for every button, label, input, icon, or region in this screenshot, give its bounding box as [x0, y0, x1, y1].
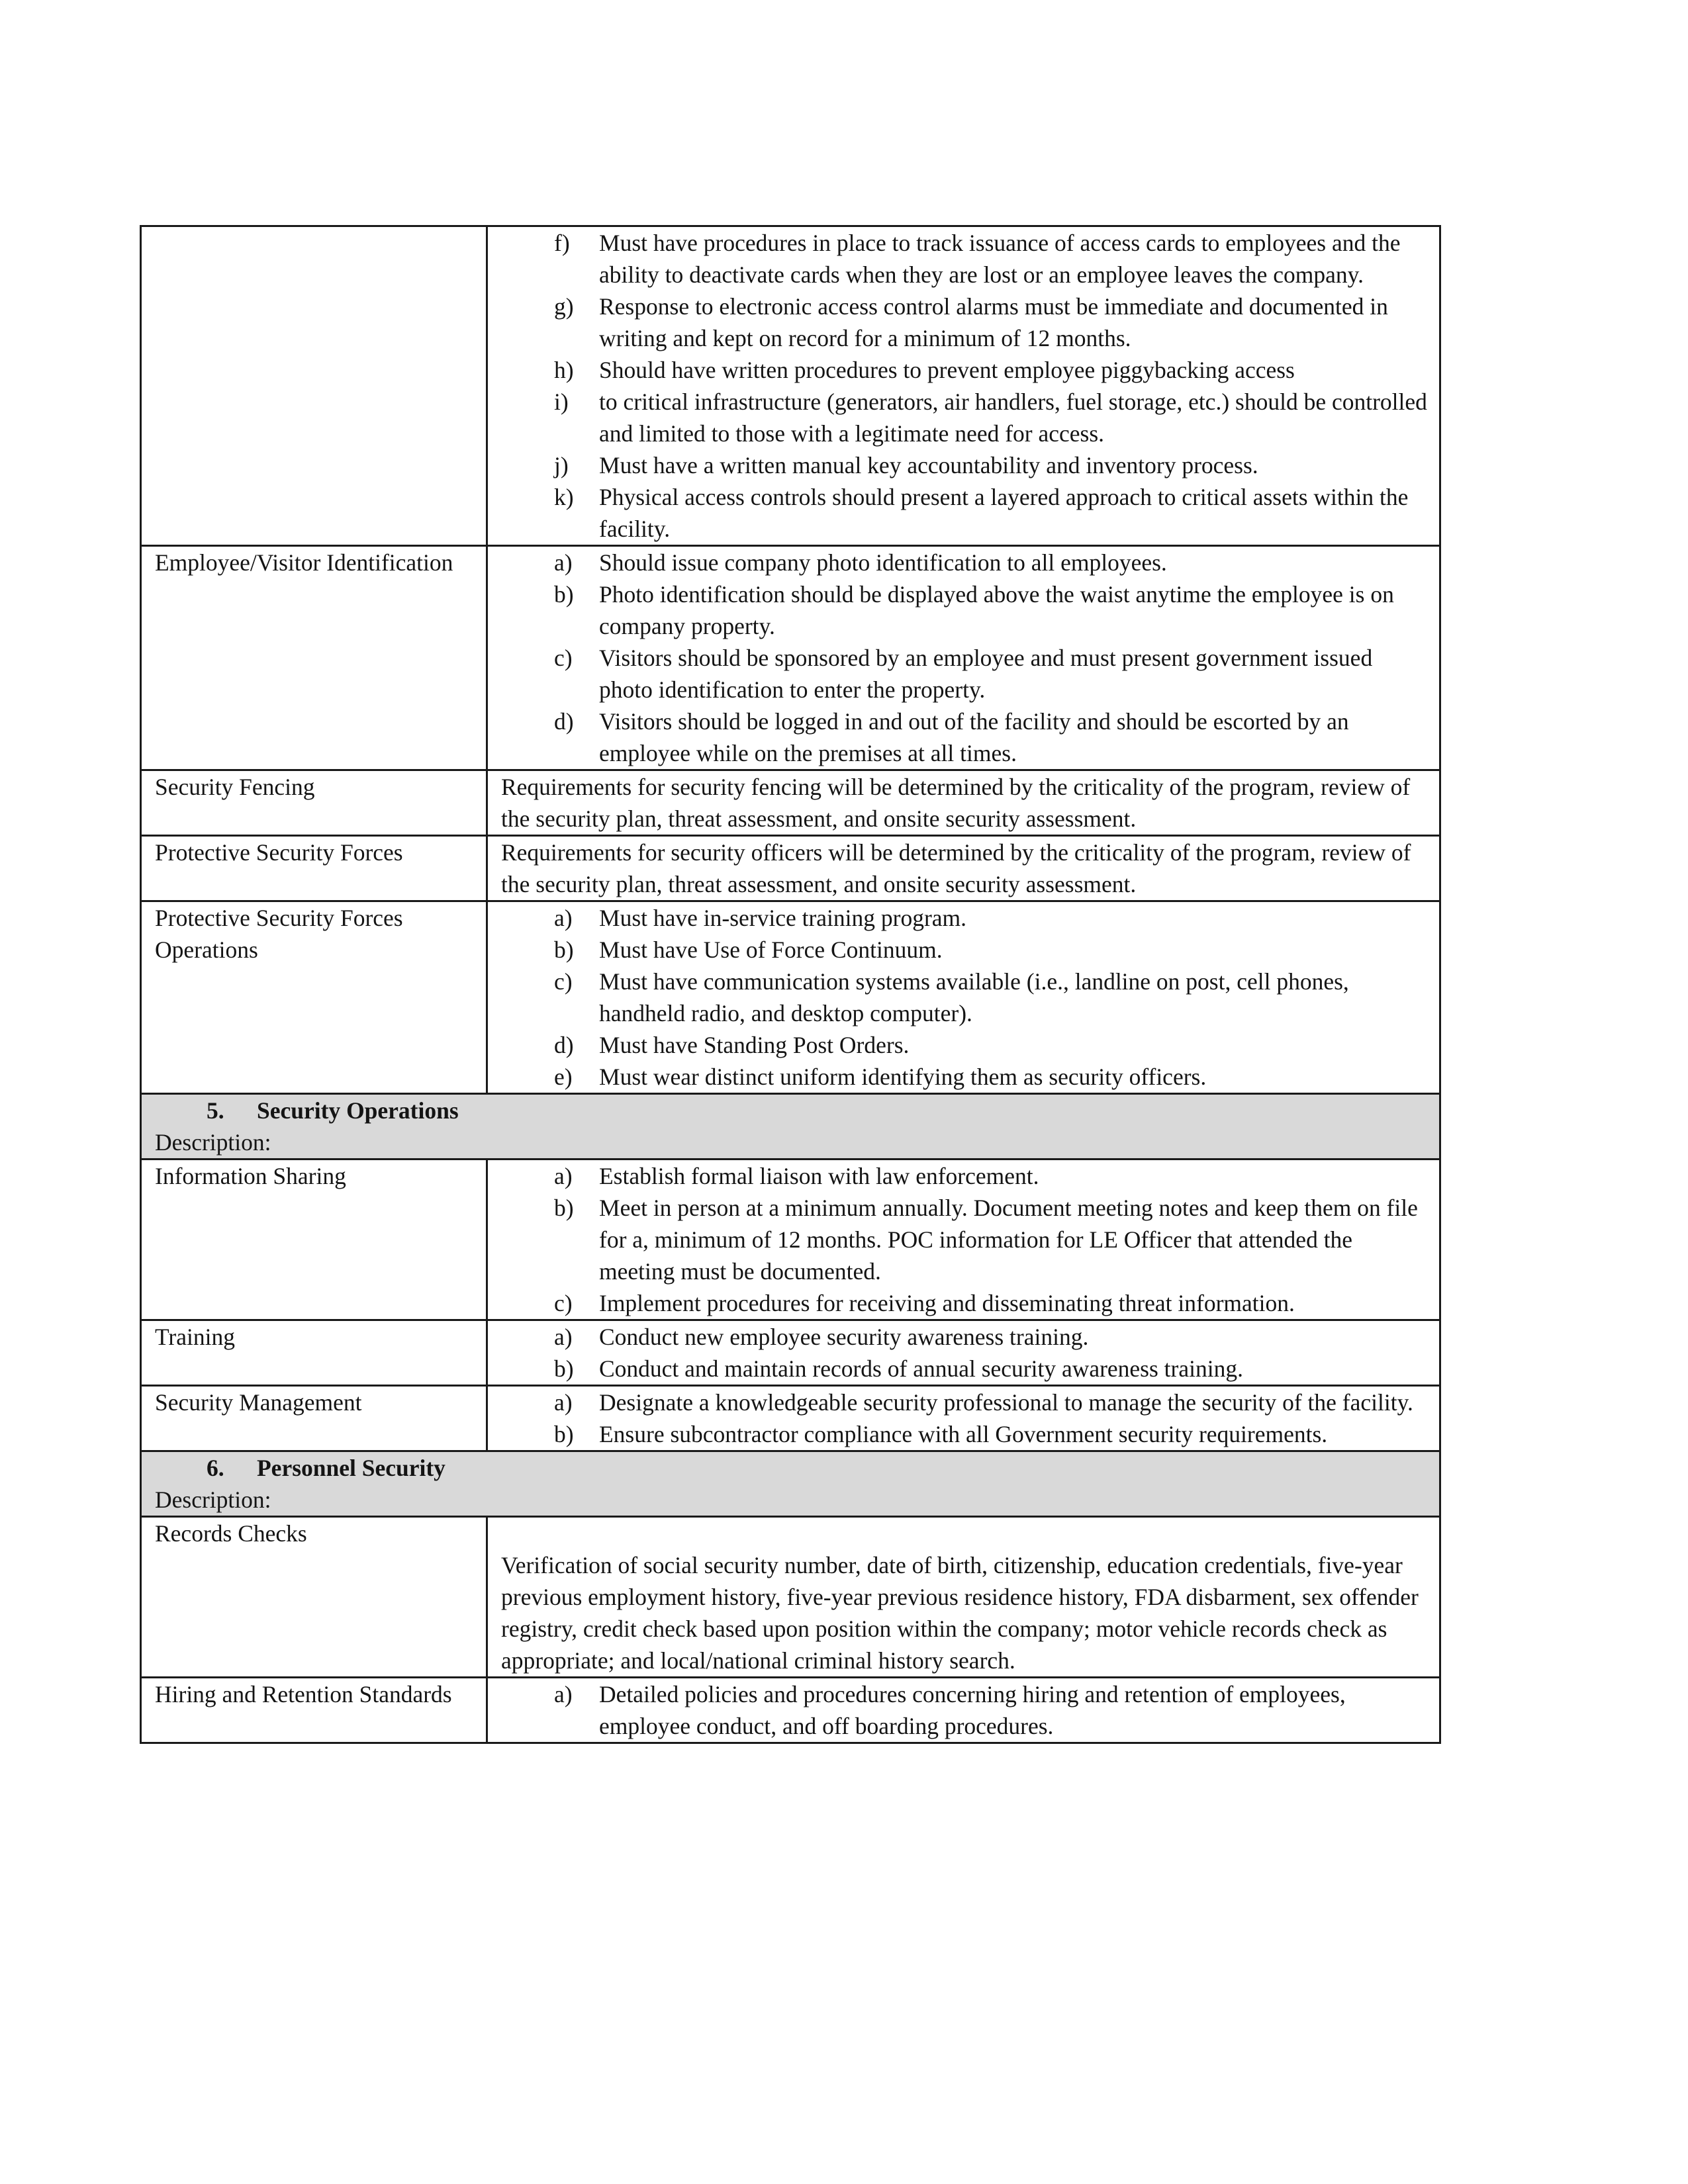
list-item	[501, 1321, 1427, 1353]
list-item-marker: a)	[554, 1324, 573, 1350]
table-row-information-sharing	[141, 1160, 1440, 1320]
row-label: Security Management	[141, 1386, 487, 1451]
list-item-marker: a)	[554, 1389, 573, 1416]
row-label: Employee/Visitor Identification	[141, 546, 487, 770]
row-label-cell	[141, 226, 487, 546]
list-item-marker: b)	[554, 1355, 574, 1382]
list-item-marker: i)	[554, 388, 569, 415]
list-item-text: Should have written procedures to prevent employee piggybacking access	[599, 357, 1295, 383]
row-content-cell	[487, 770, 1440, 836]
list-item-text: Detailed policies and procedures concerning hiring and retention of employees, employee conduct, and off boarding procedures.	[599, 1681, 1346, 1739]
list-item	[501, 449, 1427, 481]
row-label: Hiring and Retention Standards	[141, 1678, 487, 1743]
list-item-text: Physical access controls should present a layered approach to critical assets within the facility.	[599, 484, 1409, 542]
row-content-cell	[487, 546, 1440, 770]
list-item-marker: a)	[554, 1681, 573, 1707]
row-content-cell	[487, 901, 1440, 1094]
list-item-text: Must have Use of Force Continuum.	[599, 936, 943, 963]
row-label: Protective Security Forces	[141, 836, 487, 901]
requirements-table	[140, 225, 1441, 1744]
list-item	[501, 1160, 1427, 1192]
section-header	[141, 1451, 1440, 1517]
requirements-list	[501, 1387, 1427, 1450]
list-item	[501, 227, 1427, 291]
requirements-list	[501, 227, 1427, 545]
list-item-marker: g)	[554, 293, 574, 320]
requirements-list	[501, 547, 1427, 769]
list-item-marker: d)	[554, 708, 574, 735]
section-header-row	[141, 1094, 1440, 1160]
requirements-list	[501, 902, 1427, 1093]
list-item-text: Must wear distinct uniform identifying them as security officers.	[599, 1064, 1207, 1090]
table-row-access-controls	[141, 226, 1440, 546]
requirement-paragraph: Requirements for security fencing will be determined by the criticality of the program, review of the security plan, threat assessment, and onsite security assessment.	[501, 774, 1411, 832]
row-label: Protective Security Forces Operations	[141, 901, 487, 1094]
list-item	[501, 642, 1427, 705]
list-item	[501, 1387, 1427, 1418]
section-title	[155, 1452, 1427, 1484]
list-item-text: Establish formal liaison with law enforcement.	[599, 1163, 1039, 1189]
list-item-text: Conduct new employee security awareness training.	[599, 1324, 1089, 1350]
row-label: Security Fencing	[141, 770, 487, 836]
section-number: 5.	[207, 1097, 224, 1124]
list-item	[501, 1678, 1427, 1742]
list-item-text: Should issue company photo identification to all employees.	[599, 549, 1167, 576]
list-item-text: Meet in person at a minimum annually. Document meeting notes and keep them on file for a, minimum of 12 months. POC information for LE Officer that attended the meeting must be documented.	[599, 1195, 1418, 1285]
section-header-row	[141, 1451, 1440, 1517]
list-item-text: Must have in-service training program.	[599, 905, 967, 931]
row-content-cell	[487, 1386, 1440, 1451]
list-item-text: Conduct and maintain records of annual security awareness training.	[599, 1355, 1243, 1382]
row-content-cell	[487, 836, 1440, 901]
list-item-text: Visitors should be logged in and out of the facility and should be escorted by an employee while on the premises at all times.	[599, 708, 1349, 766]
list-item-marker: a)	[554, 905, 573, 931]
row-content-cell	[487, 1678, 1440, 1743]
row-content-cell	[487, 226, 1440, 546]
section-number: 6.	[207, 1455, 224, 1481]
list-item	[501, 578, 1427, 642]
list-item-marker: e)	[554, 1064, 573, 1090]
requirement-paragraph: Verification of social security number, date of birth, citizenship, education credentials, five-year previous employment history, five-year previous residence history, FDA disbarment, sex offender registry, credit check based upon position within the company; motor vehicle records check as appropriate; and local/national criminal history search.	[501, 1552, 1419, 1674]
row-label: Records Checks	[141, 1517, 487, 1678]
list-item-marker: c)	[554, 968, 573, 995]
table-row-security-fencing	[141, 770, 1440, 836]
list-item-marker: h)	[554, 357, 574, 383]
requirement-paragraph: Requirements for security officers will be determined by the criticality of the program, review of the security plan, threat assessment, and onsite security assessment.	[501, 839, 1411, 897]
list-item	[501, 966, 1427, 1029]
row-content-cell	[487, 1517, 1440, 1678]
row-label: Training	[141, 1320, 487, 1386]
list-item	[501, 1029, 1427, 1061]
list-item-text: Visitors should be sponsored by an employee and must present government issued photo identification to enter the property.	[599, 645, 1373, 703]
table-row-forces-operations	[141, 901, 1440, 1094]
list-item-marker: a)	[554, 549, 573, 576]
list-item	[501, 386, 1427, 449]
list-item-marker: b)	[554, 936, 574, 963]
list-item	[501, 291, 1427, 354]
table-row-training	[141, 1320, 1440, 1386]
list-item	[501, 1353, 1427, 1385]
list-item-marker: a)	[554, 1163, 573, 1189]
section-title-text: Personnel Security	[257, 1455, 445, 1481]
list-item-text: Response to electronic access control alarms must be immediate and documented in writing and kept on record for a minimum of 12 months.	[599, 293, 1388, 351]
requirements-list	[501, 1160, 1427, 1319]
list-item-marker: b)	[554, 581, 574, 608]
list-item-text: to critical infrastructure (generators, air handlers, fuel storage, etc.) should be controlled and limited to those with a legitimate need for access.	[599, 388, 1427, 447]
list-item-marker: b)	[554, 1195, 574, 1221]
list-item	[501, 547, 1427, 578]
table-row-hiring-retention	[141, 1678, 1440, 1743]
list-item-marker: f)	[554, 230, 570, 256]
list-item	[501, 481, 1427, 545]
list-item-text: Photo identification should be displayed above the waist anytime the employee is on company property.	[599, 581, 1394, 639]
table-row-security-management	[141, 1386, 1440, 1451]
list-item-text: Must have Standing Post Orders.	[599, 1032, 910, 1058]
row-content-cell	[487, 1320, 1440, 1386]
section-title-text: Security Operations	[257, 1097, 459, 1124]
list-item	[501, 1192, 1427, 1287]
list-item-marker: j)	[554, 452, 569, 478]
list-item	[501, 1418, 1427, 1450]
list-item-marker: c)	[554, 1290, 573, 1316]
list-item-text: Must have procedures in place to track issuance of access cards to employees and the ability to deactivate cards when they are lost or an employee leaves the company.	[599, 230, 1401, 288]
list-item	[501, 902, 1427, 934]
list-item	[501, 705, 1427, 769]
row-content-cell	[487, 1160, 1440, 1320]
table-row-records-checks	[141, 1517, 1440, 1678]
requirements-list	[501, 1321, 1427, 1385]
list-item-marker: b)	[554, 1421, 574, 1447]
section-description-label: Description:	[155, 1486, 271, 1513]
table-row-protective-forces	[141, 836, 1440, 901]
section-description-label: Description:	[155, 1129, 271, 1156]
list-item-text: Must have a written manual key accountability and inventory process.	[599, 452, 1258, 478]
list-item-marker: d)	[554, 1032, 574, 1058]
list-item	[501, 1061, 1427, 1093]
list-item	[501, 354, 1427, 386]
list-item	[501, 934, 1427, 966]
list-item-text: Designate a knowledgeable security professional to manage the security of the facility.	[599, 1389, 1413, 1416]
list-item-text: Implement procedures for receiving and disseminating threat information.	[599, 1290, 1295, 1316]
list-item-marker: c)	[554, 645, 573, 671]
table-row-identification	[141, 546, 1440, 770]
row-label: Information Sharing	[141, 1160, 487, 1320]
requirements-list	[501, 1678, 1427, 1742]
list-item-marker: k)	[554, 484, 574, 510]
section-header	[141, 1094, 1440, 1160]
list-item	[501, 1287, 1427, 1319]
list-item-text: Must have communication systems available (i.e., landline on post, cell phones, handheld radio, and desktop computer).	[599, 968, 1349, 1026]
section-title	[155, 1095, 1427, 1126]
list-item-text: Ensure subcontractor compliance with all Government security requirements.	[599, 1421, 1328, 1447]
